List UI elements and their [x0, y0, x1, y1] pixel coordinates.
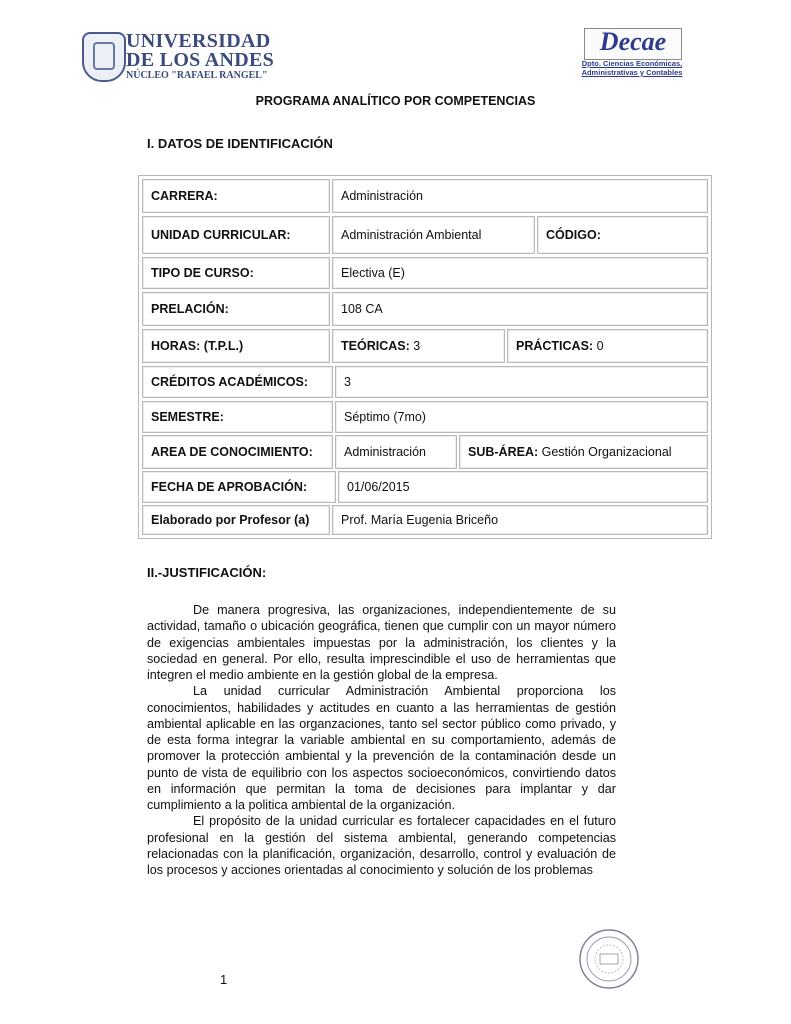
prelacion-value: 108 CA [332, 292, 708, 326]
horas-label: HORAS: (T.P.L.) [142, 329, 330, 363]
teoricas-cell [332, 329, 505, 363]
decae-logo-sub2: Administrativas y Contables [581, 68, 683, 77]
section-heading-justification: II.-JUSTIFICACIÓN: [147, 565, 267, 580]
decae-logo-box [584, 28, 682, 60]
decae-logo-word: Decae [599, 27, 667, 56]
prelacion-label: PRELACIÓN: [142, 292, 330, 326]
carrera-value: Administración [332, 179, 708, 213]
tipo-curso-label: TIPO DE CURSO: [142, 257, 330, 289]
area-conocimiento-label: AREA DE CONOCIMIENTO: [142, 435, 333, 469]
decae-logo [580, 28, 684, 80]
section-heading-identification: I. DATOS DE IDENTIFICACIÓN [147, 136, 333, 151]
subarea-cell [459, 435, 708, 469]
subarea-value: Gestión Organizacional [541, 445, 672, 459]
institution-stamp-icon [578, 928, 640, 990]
ula-logo [82, 30, 275, 82]
practicas-label: PRÁCTICAS: [516, 339, 594, 353]
unidad-curricular-label: UNIDAD CURRICULAR: [142, 216, 330, 254]
page-number: 1 [220, 972, 228, 987]
justification-paragraph-2: La unidad curricular Administración Ambiental proporciona los conocimientos, habilidades y actitudes en cuanto a las herramientas de gestión ambiental aplicable en las organzaciones, tanto sel sector público como privado, y de esta forma integrar la variable ambiental en su comportamiento, además de promover la protección ambiental y la prevención de la contaminación desde un punto de vista de equilibrio con los aspectos socioeconómicos, convirtiendo datos en información que permitan la toma de decisiones para implantar y dar cumplimiento a la politica ambiental de la organización. [147, 684, 616, 812]
semestre-label: SEMESTRE: [142, 401, 333, 433]
ula-seal-icon [82, 32, 126, 82]
semestre-value: Séptimo (7mo) [335, 401, 708, 433]
decae-logo-sub1: Dpto. Ciencias Económicas, [581, 59, 683, 68]
tipo-curso-value: Electiva (E) [332, 257, 708, 289]
identification-table [138, 175, 712, 539]
ula-logo-line2: DE LOS ANDES [126, 49, 275, 71]
fecha-aprobacion-value: 01/06/2015 [338, 471, 708, 503]
unidad-curricular-value: Administración Ambiental [332, 216, 535, 254]
carrera-label: CARRERA: [142, 179, 330, 213]
subarea-label: SUB-ÁREA: [468, 445, 539, 459]
ula-logo-line3: NÚCLEO "RAFAEL RANGEL" [126, 70, 268, 81]
practicas-value: 0 [596, 339, 604, 353]
justification-text [147, 602, 616, 878]
document-title: PROGRAMA ANALÍTICO POR COMPETENCIAS [255, 94, 536, 108]
justification-paragraph-3: El propósito de la unidad curricular es fortalecer capacidades en el futuro profesional en la gestión del sistema ambiental, generando competencias relacionadas con la planificación, organización, desarrollo, control y evaluación de los procesos y acciones orientadas al conocimiento y solución de los problemas [147, 814, 616, 877]
codigo-label: CÓDIGO: [537, 216, 708, 254]
teoricas-value: 3 [413, 339, 421, 353]
creditos-label: CRÉDITOS ACADÉMICOS: [142, 366, 333, 398]
fecha-aprobacion-label: FECHA DE APROBACIÓN: [142, 471, 336, 503]
ula-logo-line1: UNIVERSIDAD [126, 30, 271, 52]
elaborado-label: Elaborado por Profesor (a) [142, 505, 330, 535]
creditos-value: 3 [335, 366, 708, 398]
elaborado-value: Prof. María Eugenia Briceño [332, 505, 708, 535]
teoricas-label: TEÓRICAS: [341, 339, 410, 353]
area-conocimiento-value: Administración [335, 435, 457, 469]
practicas-cell [507, 329, 708, 363]
justification-paragraph-1: De manera progresiva, las organizaciones, independientemente de su actividad, tamaño o ubicación geográfica, tienen que cumplir con un mayor número de exigencias ambientales impuestas por la administración, los clientes y la sociedad en general. Por ello, resulta imprescindible el uso de herramientas que integren el medio ambiente en la gestión global de la empresa. [147, 603, 616, 682]
